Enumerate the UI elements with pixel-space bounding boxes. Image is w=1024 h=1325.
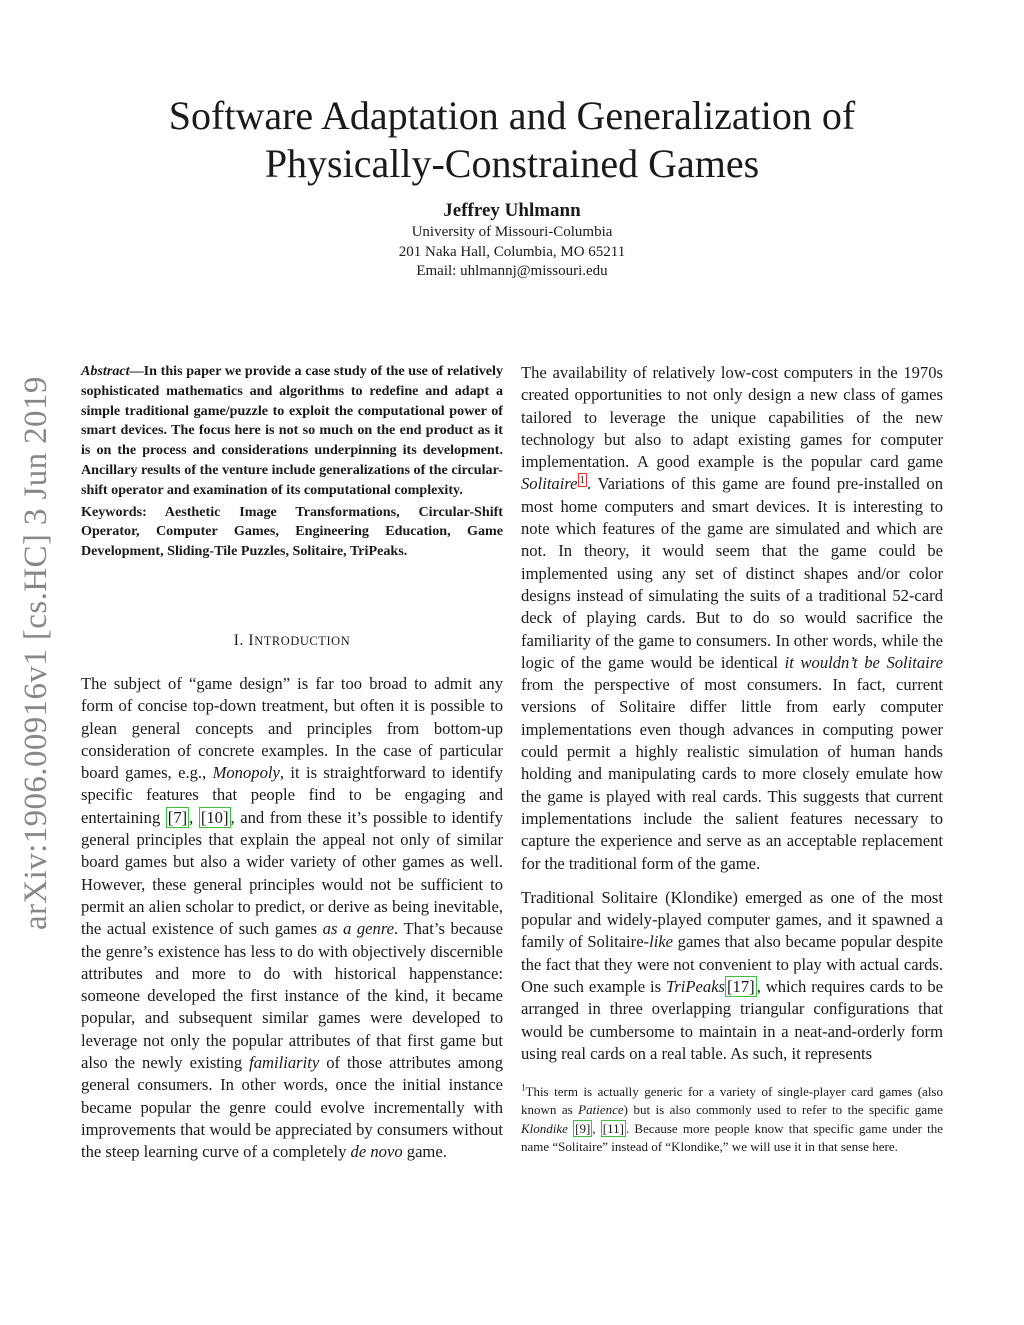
text-run: The availability of relatively low-cost computers in the 1970s created opportunities to not only design a new class of games tailored to leverage the unique capabilities of the new technology but also to adapt existing games for computer implementation. A good example is the popular card game (521, 363, 943, 472)
italic-tripeaks: TriPeaks (666, 977, 726, 997)
text-run: from the perspective of most consumers. In fact, current versions of Solitaire differ little from early computer implementations even though advances in computing power could permit a highly realistic simulation of human hands holding and manipulating cards to more closely emulate how the game is played with real cards. This suggests that current implementations include the salient features necessary to capture the experience and serve as an acceptable replacement for the traditional form of the game. (521, 675, 943, 873)
text-run: Traditional Solitaire (Klondike) emerged as one of the most popular and widely-played computer games, and it spawned a family of Solitaire- (521, 887, 943, 952)
section-title-initial: I (248, 631, 255, 649)
abstract (81, 362, 503, 501)
footnote-number: 1 (521, 1082, 526, 1093)
italic-patience: Patience (578, 1102, 624, 1118)
citation-link-11[interactable]: [11] (602, 1120, 624, 1136)
text-run: . That’s because the genre’s existence has less to do with objectively discernible attributes and more to do with historical happenstance: someone developed the first instance of the kind, it became popular, and subsequent similar games were developed to leverage not only the popular attributes of that first game but also the newly existing (81, 919, 504, 1073)
keywords-label: Keywords: (81, 503, 147, 520)
text-run: , which requires cards to be arranged in three overlapping triangular configurations that would be cumbersome to maintain in a neat-and-orderly form using real cards on a real table. As such, it represents (521, 977, 943, 1063)
text-run: . Variations of this game are found pre-installed on most home computers and smart devices. It is interesting to note which features of the game are simulated and which are not. In theory, it would seem that the game could be implemented using any set of distinct shapes and/or color designs instead of simulating the suits of a traditional 52-card deck of playing cards. But to do so would sacrifice the familiarity of the game to consumers. In other words, while the logic of the game would be identical (521, 474, 943, 672)
author-block (0, 200, 1024, 282)
citation-link-9[interactable]: [9] (575, 1120, 591, 1136)
author-name: Jeffrey Uhlmann (443, 200, 581, 221)
text-run: games that also became popular despite the fact that they were not convenient to play with actual cards. One such example is (521, 932, 943, 997)
italic-solitaire: Solitaire (521, 474, 578, 494)
section-title-rest: NTRODUCTION (254, 633, 351, 648)
italic-as-a-genre: as a genre (322, 919, 395, 939)
section-heading-introduction (81, 632, 503, 650)
text-run: The subject of “game design” is far too broad to admit any form of concise top-down treatment, but often it is possible to glean general concepts and principles from bottom-up consideration of concrete examples. In the case of particular board games, e.g., (81, 673, 503, 783)
italic-de-novo: de novo (350, 1142, 403, 1162)
text-run: , (189, 807, 199, 827)
text-run: , it is straightforward to identify specific features that people find to be engaging and entertaining (81, 763, 503, 827)
email: Email: uhlmannj@missouri.edu (416, 263, 608, 279)
text-run: , (592, 1120, 601, 1136)
address: 201 Naka Hall, Columbia, MO 65211 (398, 243, 626, 260)
affiliation: University of Missouri-Columbia (411, 224, 613, 240)
italic-klondike: Klondike (521, 1120, 568, 1136)
left-column (81, 362, 503, 1164)
keywords (81, 503, 503, 562)
title-line-1: Software Adaptation and Generalization of (168, 93, 856, 138)
text-run: game. (402, 1142, 447, 1162)
italic-like: like (649, 932, 674, 952)
text-run: . Because more people know that specific game under the name “Solitaire” instead of “Klondike,” we will use it in that sense here. (521, 1120, 944, 1154)
text-run: , and from these it’s possible to identify general principles that explain the appeal not only of similar board games but also a wider variety of other games as well. However, these general principles would not be sufficient to permit an alien scholar to predict, or derive as being inevitable, the actual existence of such games (81, 807, 503, 939)
title-line-2: Physically-Constrained Games (264, 141, 760, 186)
footnote-1 (521, 1083, 943, 1156)
footnote-link-1[interactable]: 1 (579, 473, 586, 486)
section-number: I. (233, 631, 249, 649)
arxiv-identifier: arXiv:1906.00916v1 [cs.HC] 3 Jun 2019 (18, 376, 54, 930)
text-run: ) but is also commonly used to refer to the specific game (623, 1102, 943, 1118)
right-column (521, 362, 943, 1156)
citation-link-7[interactable]: [7] (167, 807, 188, 827)
citation-link-10[interactable]: [10] (200, 807, 229, 827)
paragraph-computers-1970s (521, 362, 943, 875)
italic-monopoly: Monopoly (212, 763, 280, 783)
intro-paragraph (81, 673, 503, 1164)
italic-familiarity: familiarity (249, 1053, 320, 1073)
abstract-text: In this paper we provide a case study of the use of relatively sophisticated mathematics and algorithms to redefine and adapt a simple traditional game/puzzle to exploit the computational power of smart devices. The focus here is not so much on the end product as it is on the process and considerations underpinning its development. Ancillary results of the venture include generalizations of the circular-shift operator and examination of its computational complexity. (81, 363, 503, 498)
text-run: of those attributes among general consumers. In other words, once the initial instance became popular the genre could evolve incrementally with improvements that would be appreciated by consumers without the steep learning curve of a completely (81, 1053, 503, 1162)
italic-wouldnt-be-solitaire: it wouldn’t be Solitaire (784, 652, 944, 672)
text-run: This term is actually generic for a variety of single-player card games (also known as (521, 1084, 943, 1118)
citation-link-17[interactable]: [17] (727, 977, 755, 997)
abstract-dash: — (129, 363, 144, 379)
abstract-label: Abstract (81, 363, 130, 379)
keywords-text: Aesthetic Image Transformations, Circular-Shift Operator, Computer Games, Engineering Education, Game Development, Sliding-Tile Puzzles, Solitaire, TriPeaks. (81, 503, 503, 560)
paragraph-klondike (521, 887, 943, 1065)
paper-title (0, 92, 1024, 188)
